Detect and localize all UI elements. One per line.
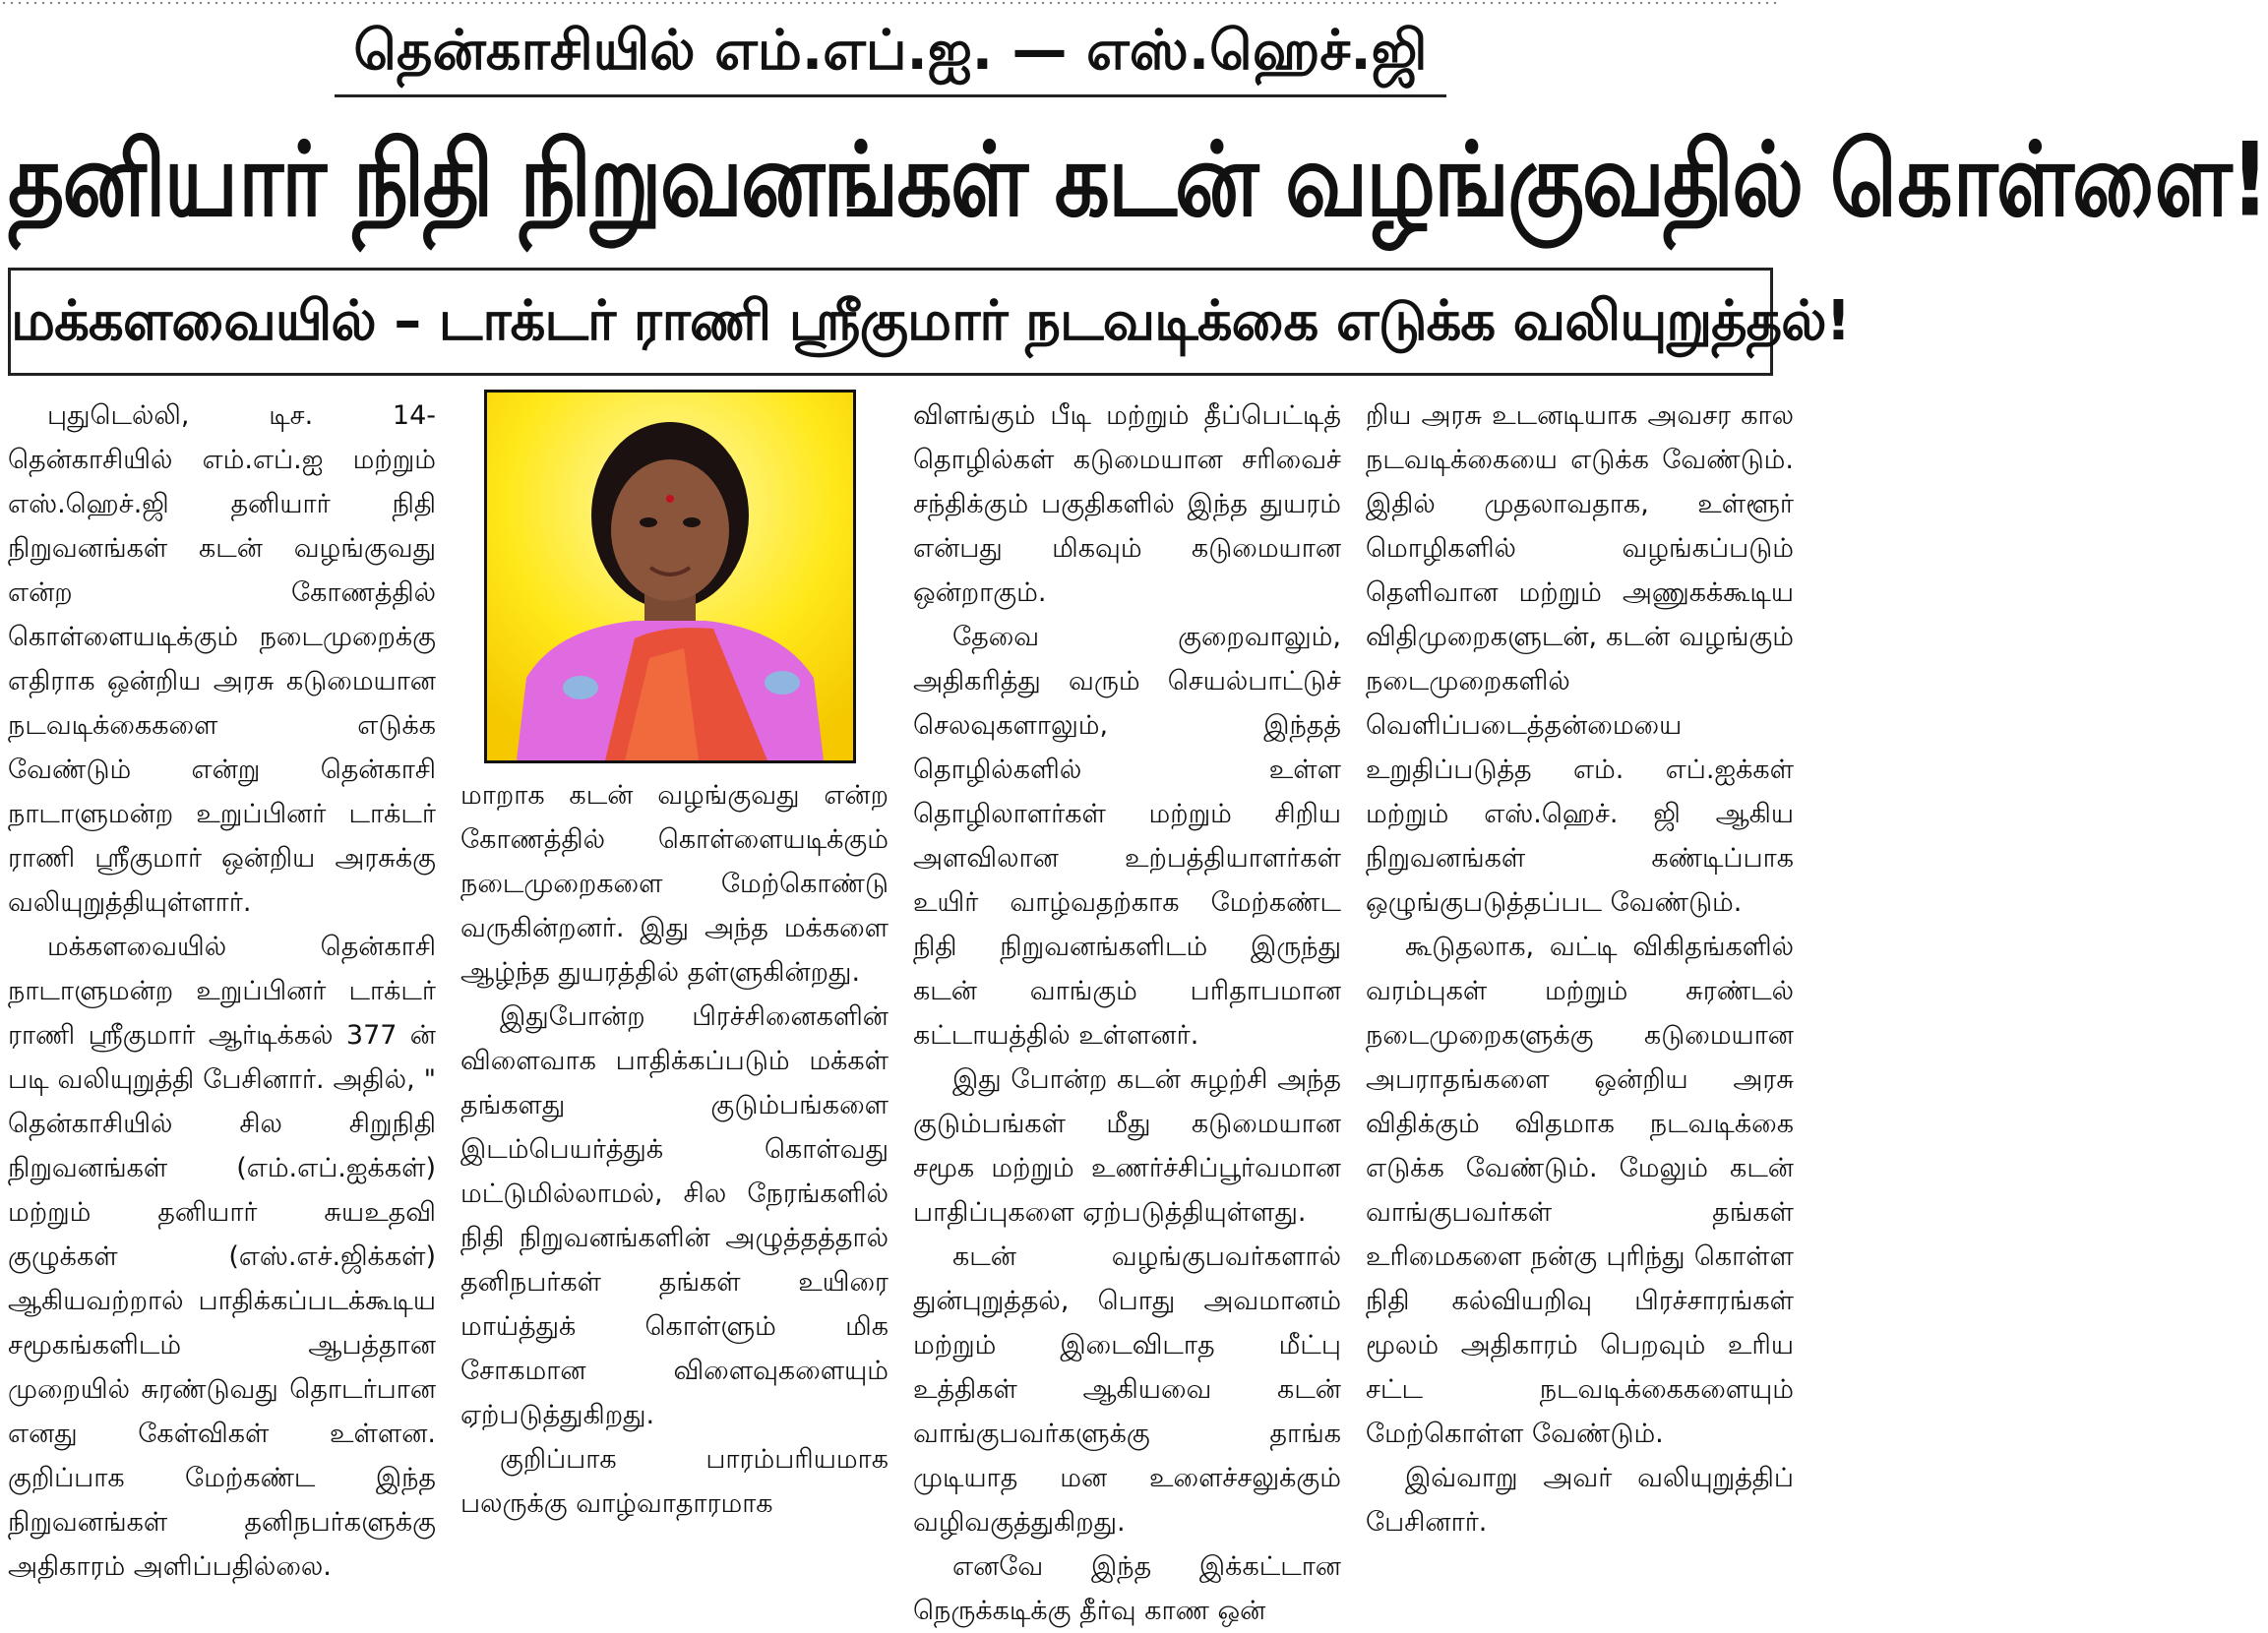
sub-headline: மக்களவையில் – டாக்டர் ராணி ஸ்ரீகுமார் நடவடிக்கை எடுக்க வலியுறுத்தல்! [8,268,1773,376]
article-column-1 [8,393,436,1582]
paragraph: இவ்வாறு அவர் வலியுறுத்திப் பேசினார். [1366,1463,1794,1538]
paragraph: புதுடெல்லி, டிச. 14- தென்காசியில் எம்.எப்.ஐ மற்றும் எஸ்.ஹெச்.ஜி தனியார் நிதி நிறுவனங்கள் கடன் வழங்குவது என்ற கோணத்தில் கொள்ளையடிக்கும் நடைமுறைக்கு எதிராக ஒன்றிய அரசு கடுமையான நடவடிக்கைகளை எடுக்க வேண்டும் என்று தென்காசி நாடாளுமன்ற உறுப்பினர் டாக்டர் ராணி ஸ்ரீகுமார் ஒன்றிய அரசுக்கு வலியுறுத்தியுள்ளார். [8,400,436,918]
article-column-4 [1366,393,1794,1538]
portrait-photo [484,390,856,763]
paragraph: விளங்கும் பீடி மற்றும் தீப்பெட்டித் தொழில்கள் கடுமையான சரிவைச் சந்திக்கும் பகுதிகளில் இந்த துயரம் என்பது மிகவும் கடுமையான ஒன்றாகும். [913,400,1341,608]
paragraph: கூடுதலாக, வட்டி விகிதங்களில் வரம்புகள் மற்றும் சுரண்டல் நடைமுறைகளுக்கு கடுமையான அபராதங்களை ஒன்றிய அரசு விதிக்கும் விதமாக நடவடிக்கை எடுக்க வேண்டும். மேலும் கடன் வாங்குபவர்கள் தங்கள் உரிமைகளை நன்கு புரிந்து கொள்ள நிதி கல்வியறிவு பிரச்சாரங்கள் மூலம் அதிகாரம் பெறவும் உரிய சட்ட நடவடிக்கைகளையும் மேற்கொள்ள வேண்டும். [1366,932,1794,1449]
article-column-2 [460,773,889,1519]
paragraph: றிய அரசு உடனடியாக அவசர கால நடவடிக்கையை எடுக்க வேண்டும். இதில் முதலாவதாக, உள்ளூர் மொழிகளில் வழங்கப்படும் தெளிவான மற்றும் அணுகக்கூடிய விதிமுறைகளுடன், கடன் வழங்கும் நடைமுறைகளில் வெளிப்படைத்தன்மையை உறுதிப்படுத்த எம். எப்.ஐக்கள் மற்றும் எஸ்.ஹெச். ஜி ஆகிய நிறுவனங்கள் கண்டிப்பாக ஒழுங்குபடுத்தப்பட வேண்டும். [1366,400,1794,918]
paragraph: மக்களவையில் தென்காசி நாடாளுமன்ற உறுப்பினர் டாக்டர் ராணி ஸ்ரீகுமார் ஆர்டிக்கல் 377 ன் படி வலியுறுத்தி பேசினார். அதில், " தென்காசியில் சில சிறுநிதி நிறுவனங்கள் (எம்.எப்.ஐக்கள்) மற்றும் தனியார் சுயஉதவி குழுக்கள் (எஸ்.எச்.ஜிக்கள்) ஆகியவற்றால் பாதிக்கப்படக்கூடிய சமூகங்களிடம் ஆபத்தான முறையில் சுரண்டுவது தொடர்பான எனது கேள்விகள் உள்ளன. குறிப்பாக மேற்கண்ட இந்த நிறுவனங்கள் தனிநபர்களுக்கு அதிகாரம் அளிப்பதில்லை. [8,932,436,1582]
paragraph: இது போன்ற கடன் சுழற்சி அந்த குடும்பங்கள் மீது கடுமையான சமூக மற்றும் உணர்ச்சிப்பூர்வமான பாதிப்புகளை ஏற்படுத்தியுள்ளது. [913,1064,1341,1228]
dotted-border [0,0,1781,6]
paragraph: இதுபோன்ற பிரச்சினைகளின் விளைவாக பாதிக்கப்படும் மக்கள் தங்களது குடும்பங்களை இடம்பெயர்த்துக் கொள்வது மட்டுமில்லாமல், சில நேரங்களில் நிதி நிறுவனங்களின் அழுத்தத்தால் தனிநபர்கள் தங்கள் உயிரை மாய்த்துக் கொள்ளும் மிக சோகமான விளைவுகளையும் ஏற்படுத்துகிறது. [460,1001,889,1430]
main-headline: தனியார் நிதி நிறுவனங்கள் கடன் வழங்குவதில் கொள்ளை! [8,119,2268,240]
article-column-3 [913,393,1341,1626]
portrait-image [487,393,853,760]
paragraph: தேவை குறைவாலும், அதிகரித்து வரும் செயல்பாட்டுச் செலவுகளாலும், இந்தத் தொழில்களில் உள்ள தொழிலாளர்கள் மற்றும் சிறிய அளவிலான உற்பத்தியாளர்கள் உயிர் வாழ்வதற்காக மேற்கண்ட நிதி நிறுவனங்களிடம் இருந்து கடன் வாங்கும் பரிதாபமான கட்டாயத்தில் உள்ளனர். [913,622,1341,1051]
paragraph: எனவே இந்த இக்கட்டான நெருக்கடிக்கு தீர்வு காண ஒன் [913,1551,1341,1626]
paragraph: குறிப்பாக பாரம்பரியமாக பலருக்கு வாழ்வாதாரமாக [460,1444,889,1519]
kicker-headline: தென்காசியில் எம்.எப்.ஐ. — எஸ்.ஹெச்.ஜி [335,8,1446,97]
paragraph: மாறாக கடன் வழங்குவது என்ற கோணத்தில் கொள்ளையடிக்கும் நடைமுறைகளை மேற்கொண்டு வருகின்றனர். இது அந்த மக்களை ஆழ்ந்த துயரத்தில் தள்ளுகின்றது. [460,780,889,988]
paragraph: கடன் வழங்குபவர்களால் துன்புறுத்தல், பொது அவமானம் மற்றும் இடைவிடாத மீட்பு உத்திகள் ஆகியவை கடன் வாங்குபவர்களுக்கு தாங்க முடியாத மன உளைச்சலுக்கும் வழிவகுத்துகிறது. [913,1241,1341,1538]
